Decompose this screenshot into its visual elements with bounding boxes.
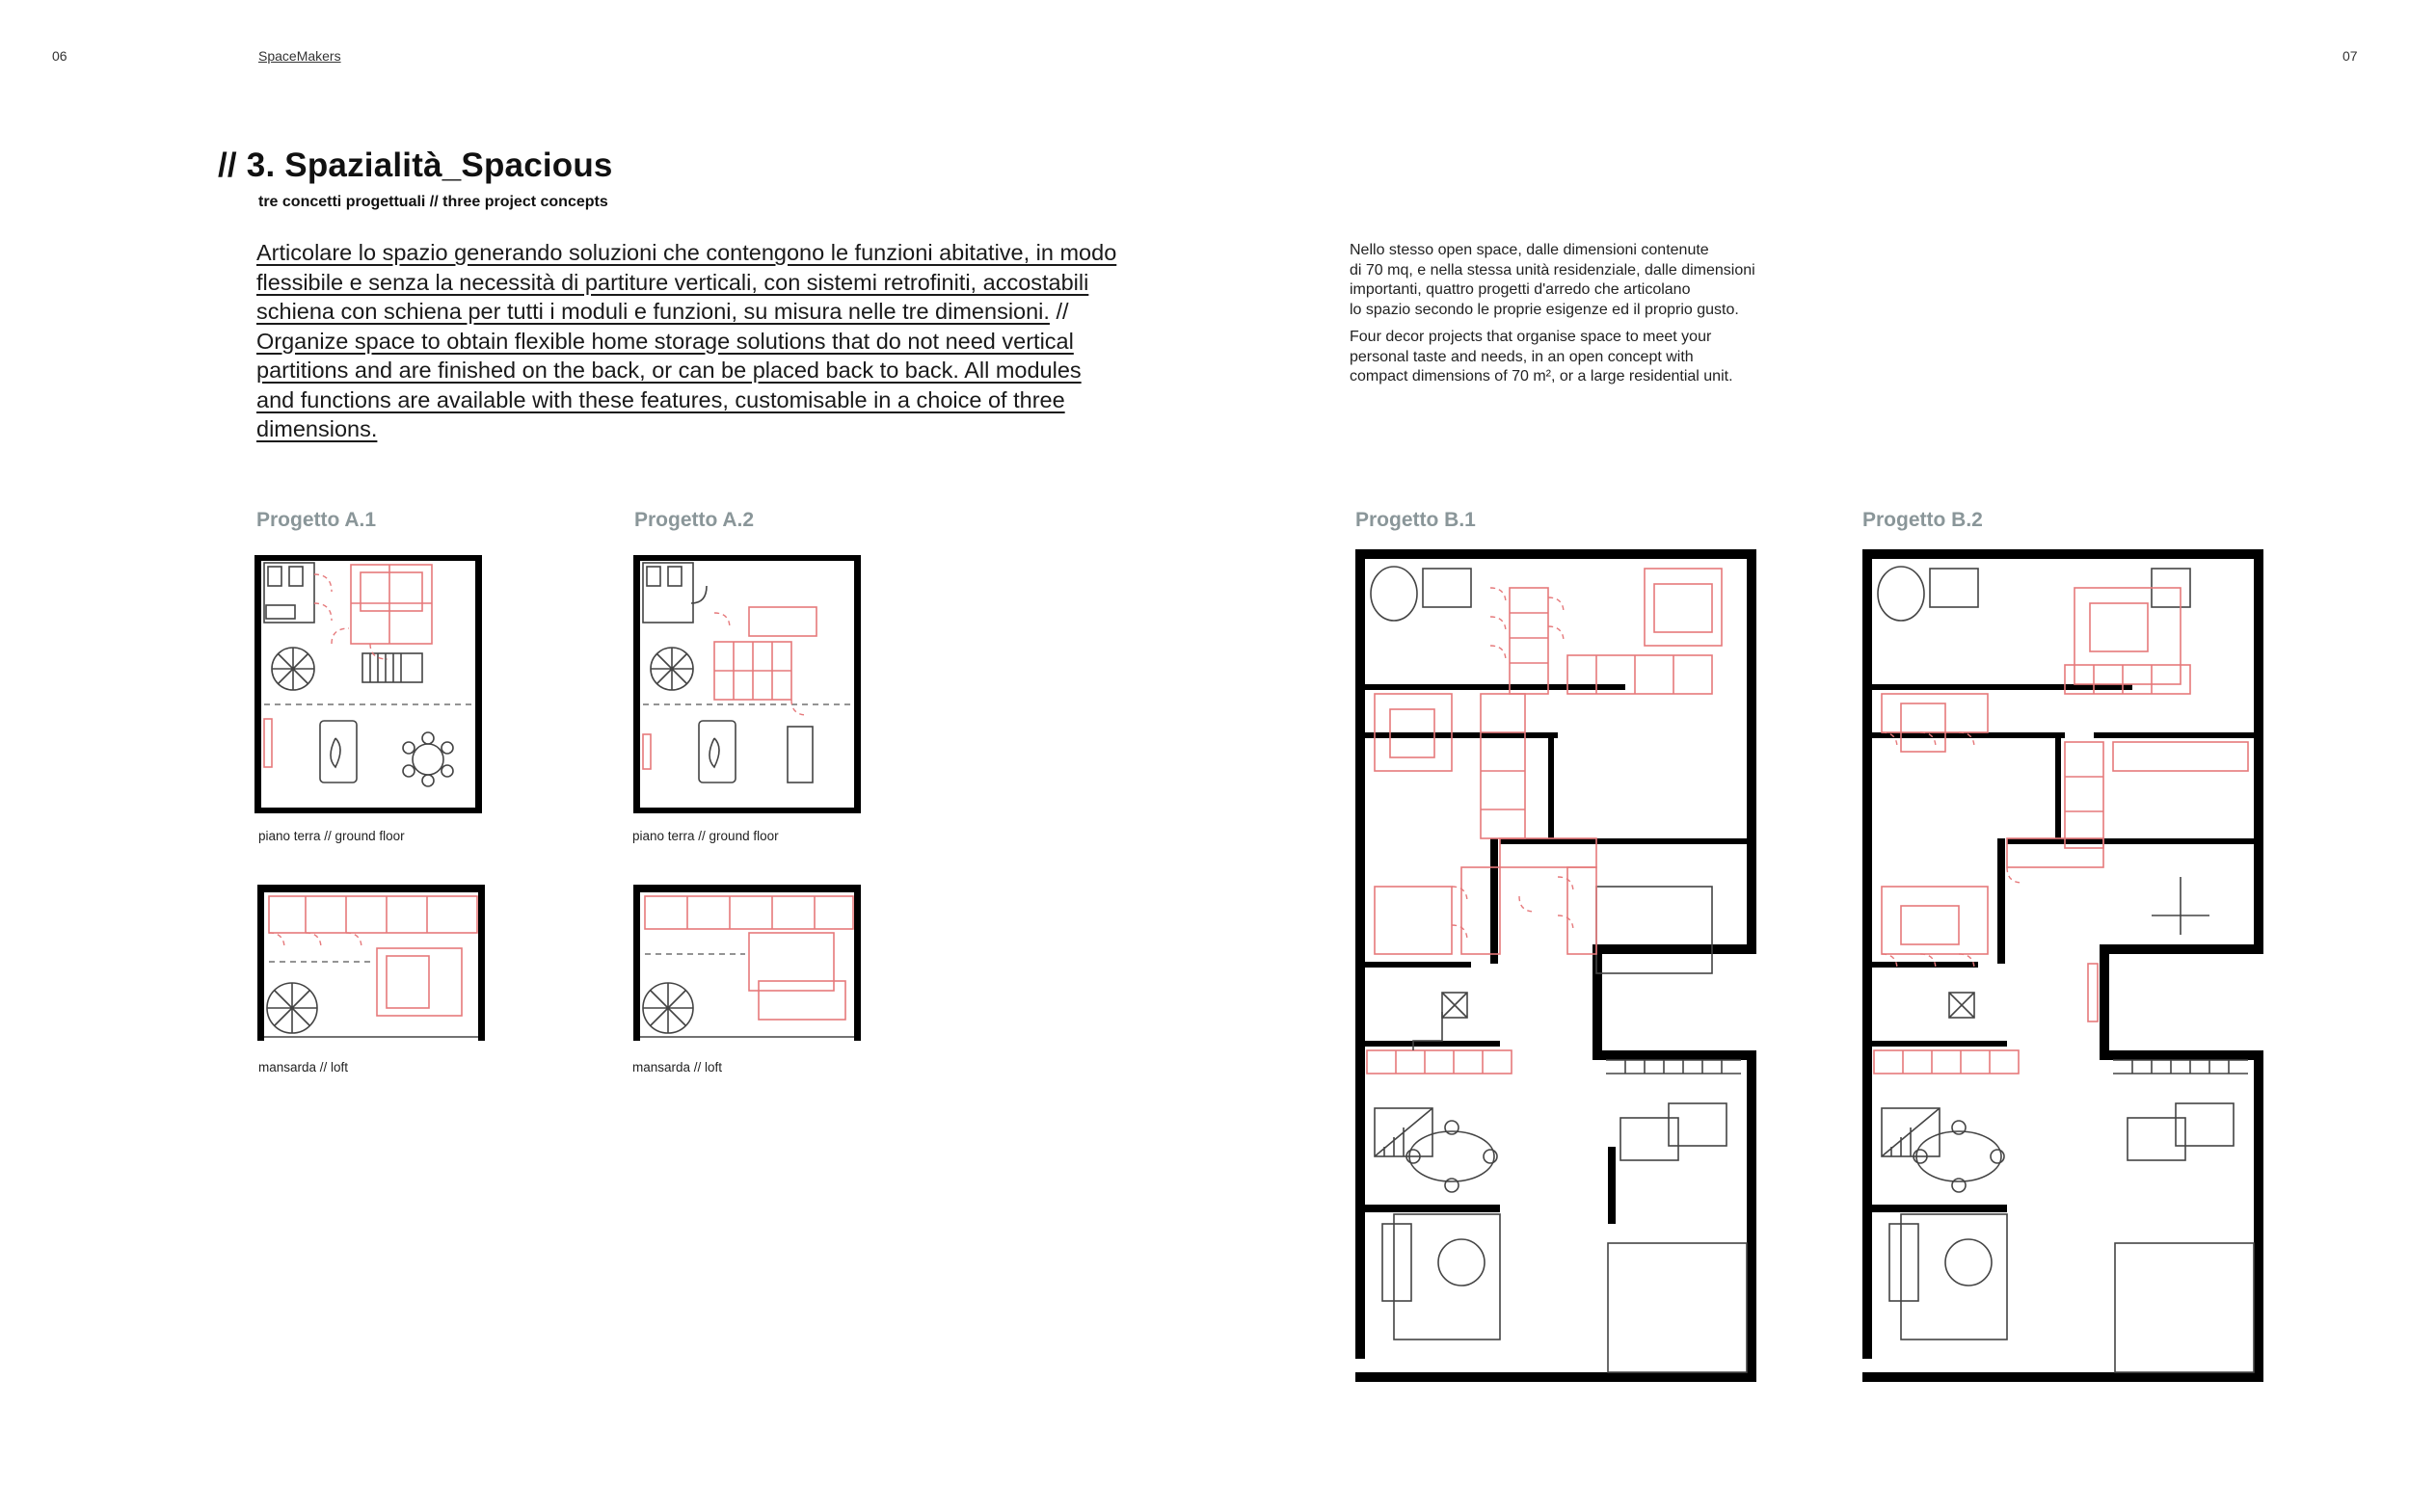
plan-a2-ground — [633, 555, 861, 813]
project-b2-label: Progetto B.2 — [1862, 509, 1983, 531]
plan-a1-loft — [257, 885, 485, 1041]
brand-name: SpaceMakers — [258, 48, 341, 64]
page-number-left: 06 — [52, 48, 67, 64]
a2-ground-caption: piano terra // ground floor — [632, 829, 779, 843]
intro-italian: Nello stesso open space, dalle dimensioni contenute di 70 mq, e nella stessa unità residenziale, dalle dimensioni importanti, quattro progetti d'arredo che articolano lo spazio secondo le proprie esigenze ed il proprio gusto. — [1350, 242, 1755, 318]
lead-paragraph — [256, 238, 1124, 444]
a1-ground-caption: piano terra // ground floor — [258, 829, 405, 843]
lead-english: Organize space to obtain flexible home storage solutions that do not need vertical partitions and are finished on the back, or can be placed back to back. All modules and functions are available with these features, customisable in a choice of three dimensions. — [256, 328, 1082, 441]
project-a1-label: Progetto A.1 — [256, 509, 377, 531]
plan-a1-ground — [254, 555, 482, 813]
project-b1-label: Progetto B.1 — [1355, 509, 1476, 531]
plan-b2 — [1862, 549, 2263, 1382]
a1-loft-caption: mansarda // loft — [258, 1060, 349, 1074]
section-title: // 3. Spazialità_Spacious — [218, 146, 613, 184]
plan-b1 — [1355, 549, 1756, 1382]
page-number-right: 07 — [2342, 48, 2358, 64]
section-subtitle: tre concetti progettuali // three project concepts — [258, 194, 608, 210]
project-a2-label: Progetto A.2 — [634, 509, 755, 531]
a2-loft-caption: mansarda // loft — [632, 1060, 723, 1074]
intro-text — [1350, 241, 1851, 395]
lead-separator: // — [1049, 299, 1069, 324]
lead-italian: Articolare lo spazio generando soluzioni che contengono le funzioni abitative, in modo flessibile e senza la necessità di partiture verticali, con sistemi retrofiniti, accostabili schiena con schiena per tutti i moduli e funzioni, su misura nelle tre dimensioni. — [256, 240, 1117, 324]
plan-a2-loft — [633, 885, 861, 1041]
intro-english: Four decor projects that organise space to meet your personal taste and needs, in an open concept with compact dimensions of 70 m², or a large residential unit. — [1350, 329, 1733, 385]
